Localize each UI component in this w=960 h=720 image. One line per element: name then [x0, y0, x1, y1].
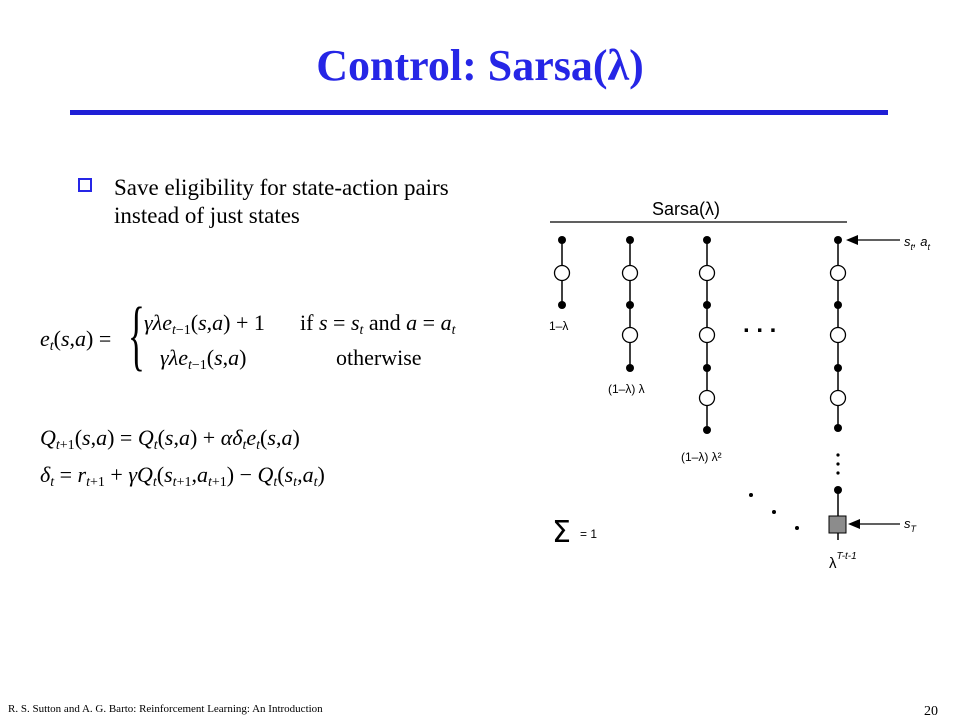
q-update-equation: $Q_{t+1}(s,a) = Q_t(s,a) + \alpha\delta_te_t(s,a)$: [40, 425, 300, 453]
page-number: 20: [924, 704, 938, 719]
start-label: $s_t$, $a_t$: [904, 234, 930, 252]
bullet-text: Save eligibility for state-action pairs instead of just states: [114, 175, 449, 228]
trace-case2: γλe$_{t-1}$(s,a): [160, 345, 247, 373]
backup-column-1: [549, 236, 570, 333]
vertical-ellipsis-dot: [836, 453, 839, 456]
sum-label: = 1: [580, 527, 598, 541]
trace-case1: γλe$_{t-1}$(s,a) + 1: [144, 310, 265, 338]
backup-column-3: [681, 236, 722, 464]
start-arrow: [846, 234, 930, 252]
terminal-arrow: [848, 516, 918, 534]
backup-column-4: [829, 236, 857, 572]
terminal-state: [829, 516, 846, 533]
weight-label-1: 1–λ: [549, 319, 569, 333]
action-node: [558, 301, 566, 309]
diagonal-ellipsis-dot: [772, 510, 776, 514]
trace-brace: {: [128, 291, 145, 378]
terminal-label: $s_T$: [904, 516, 916, 534]
backup-column-2: [608, 236, 645, 396]
title-underline: [70, 110, 888, 115]
weight-label-2: (1–λ) λ: [608, 382, 645, 396]
action-node: [558, 236, 566, 244]
slide-title: Control: Sarsa(λ): [316, 41, 644, 90]
bullet-marker: [78, 178, 92, 192]
sarsa-lambda-backup-diagram: [540, 190, 950, 580]
td-error-equation: $\delta_t = r_{t+1} + \gamma Q_t(s_{t+1},a_{t+1}) - Q_t(s_t,a_t)$: [40, 462, 325, 490]
diagonal-ellipsis-dot: [749, 493, 753, 497]
state-node: [555, 266, 570, 281]
trace-lhs: $e_t(s,a)$ =: [40, 326, 112, 354]
vertical-ellipsis-dot: [836, 462, 839, 465]
trace-cond2: otherwise: [336, 345, 422, 370]
horizontal-ellipsis: . . .: [743, 311, 777, 338]
diagram-title: Sarsa(λ): [652, 199, 721, 219]
diagonal-ellipsis-dot: [795, 526, 799, 530]
sum-symbol: Σ: [552, 515, 571, 550]
weight-label-4: $\lambda^{T-t-1}$: [829, 551, 857, 572]
vertical-ellipsis-dot: [836, 471, 839, 474]
footer-credit: R. S. Sutton and A. G. Barto: Reinforcement Learning: An Introduction: [8, 703, 323, 715]
weight-label-3: (1–λ) λ²: [681, 450, 722, 464]
trace-cond1: if $s = s_t$ and $a = a_t$: [300, 310, 456, 338]
